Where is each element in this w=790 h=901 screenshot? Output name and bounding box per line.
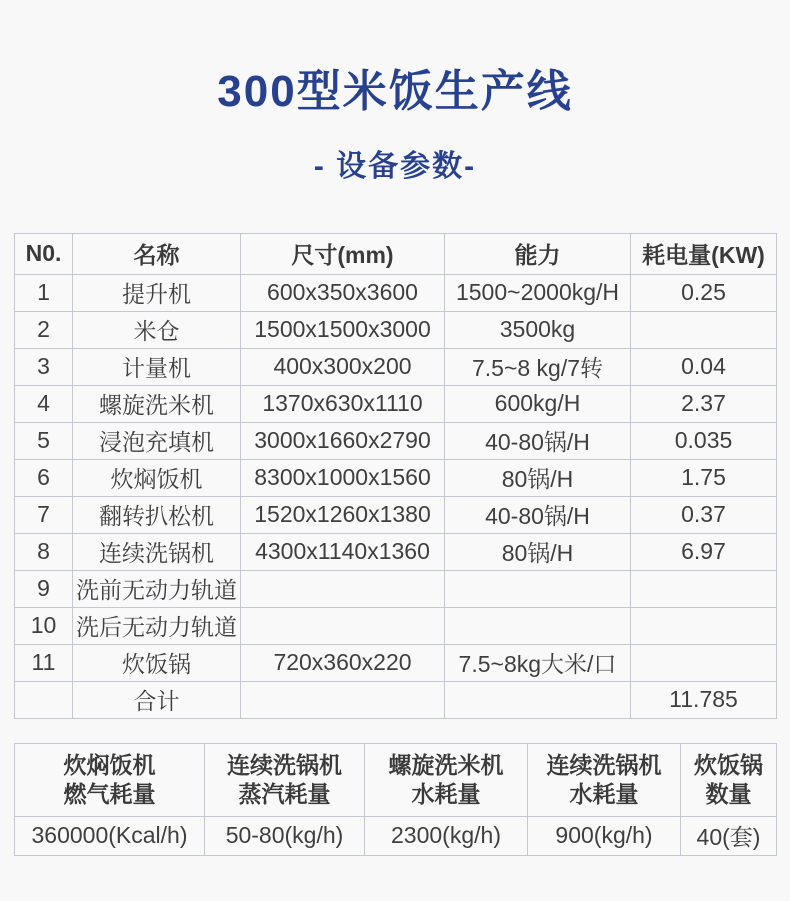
summary-header-line: 数量 [705,780,752,807]
summary-header-pots [681,743,777,816]
cell-size: 1370x630x1110 [241,385,445,422]
table-row [15,644,777,681]
cell-power [631,607,777,644]
cell-name: 浸泡充填机 [73,422,241,459]
table-row [15,311,777,348]
cell-size: 8300x1000x1560 [241,459,445,496]
summary-header-line: 螺旋洗米机 [388,751,504,778]
cell-power: 0.37 [631,496,777,533]
cell-name: 翻转扒松机 [73,496,241,533]
page-title: 300型米饭生产线 [217,67,573,116]
cell-no: 8 [15,533,73,570]
header-name: 名称 [73,233,241,274]
equipment-parameters-table [14,233,777,719]
summary-header-line: 蒸汽耗量 [238,780,331,807]
header-size: 尺寸(mm) [241,233,445,274]
cell-size: 720x360x220 [241,644,445,681]
cell-capacity: 1500~2000kg/H [445,274,631,311]
table-total-row [15,681,777,718]
summary-header-row [15,743,777,816]
cell-capacity: 40-80锅/H [445,496,631,533]
cell-name: 炊焖饭机 [73,459,241,496]
cell-no: 9 [15,570,73,607]
table-header-row [15,233,777,274]
cell-capacity: 600kg/H [445,385,631,422]
table-row [15,533,777,570]
table-row [15,348,777,385]
summary-value-steam: 50-80(kg/h) [205,816,365,855]
summary-header-line: 炊焖饭机 [63,751,156,778]
cell-capacity [445,681,631,718]
cell-size: 600x350x3600 [241,274,445,311]
page-subtitle: - 设备参数- [313,149,477,183]
header-no: N0. [15,233,73,274]
cell-size: 3000x1660x2790 [241,422,445,459]
cell-size: 400x300x200 [241,348,445,385]
summary-value-gas: 360000(Kcal/h) [15,816,205,855]
cell-name: 洗前无动力轨道 [73,570,241,607]
cell-capacity [445,570,631,607]
cell-size: 1500x1500x3000 [241,311,445,348]
table-row [15,274,777,311]
cell-size [241,607,445,644]
cell-no [15,681,73,718]
summary-header-water2 [528,743,681,816]
summary-header-line: 燃气耗量 [63,780,156,807]
table-row [15,422,777,459]
table-row [15,459,777,496]
cell-capacity: 7.5~8 kg/7转 [445,348,631,385]
cell-power [631,570,777,607]
cell-capacity: 80锅/H [445,533,631,570]
table-row [15,570,777,607]
cell-size [241,681,445,718]
header-power: 耗电量(KW) [631,233,777,274]
cell-power [631,644,777,681]
cell-name: 合计 [73,681,241,718]
cell-name: 计量机 [73,348,241,385]
cell-no: 2 [15,311,73,348]
cell-no: 10 [15,607,73,644]
table-row [15,607,777,644]
summary-header-line: 水耗量 [411,780,481,807]
summary-value-pots: 40(套) [681,816,777,855]
cell-name: 连续洗锅机 [73,533,241,570]
cell-no: 5 [15,422,73,459]
cell-no: 7 [15,496,73,533]
summary-header-line: 连续洗锅机 [227,751,342,778]
cell-name: 提升机 [73,274,241,311]
cell-name: 洗后无动力轨道 [73,607,241,644]
cell-name: 螺旋洗米机 [73,385,241,422]
summary-header-line: 炊饭锅 [694,751,763,778]
cell-name: 米仓 [73,311,241,348]
cell-no: 1 [15,274,73,311]
summary-header-gas [15,743,205,816]
cell-no: 4 [15,385,73,422]
cell-power: 0.04 [631,348,777,385]
cell-name: 炊饭锅 [73,644,241,681]
cell-capacity: 7.5~8kg大米/口 [445,644,631,681]
consumption-summary-table [14,743,777,856]
cell-power-total: 11.785 [631,681,777,718]
cell-capacity: 40-80锅/H [445,422,631,459]
cell-power: 0.035 [631,422,777,459]
cell-power: 0.25 [631,274,777,311]
summary-header-line: 连续洗锅机 [546,751,662,778]
summary-header-line: 水耗量 [569,780,639,807]
cell-capacity: 80锅/H [445,459,631,496]
summary-value-water1: 2300(kg/h) [365,816,528,855]
cell-capacity: 3500kg [445,311,631,348]
cell-size: 1520x1260x1380 [241,496,445,533]
cell-no: 6 [15,459,73,496]
cell-power [631,311,777,348]
cell-power: 6.97 [631,533,777,570]
summary-header-water1 [365,743,528,816]
summary-header-steam [205,743,365,816]
table-row [15,496,777,533]
cell-no: 3 [15,348,73,385]
summary-value-water2: 900(kg/h) [528,816,681,855]
header-capacity: 能力 [445,233,631,274]
cell-size: 4300x1140x1360 [241,533,445,570]
cell-power: 1.75 [631,459,777,496]
cell-capacity [445,607,631,644]
summary-value-row [15,816,777,855]
cell-size [241,570,445,607]
table-row [15,385,777,422]
cell-no: 11 [15,644,73,681]
cell-power: 2.37 [631,385,777,422]
